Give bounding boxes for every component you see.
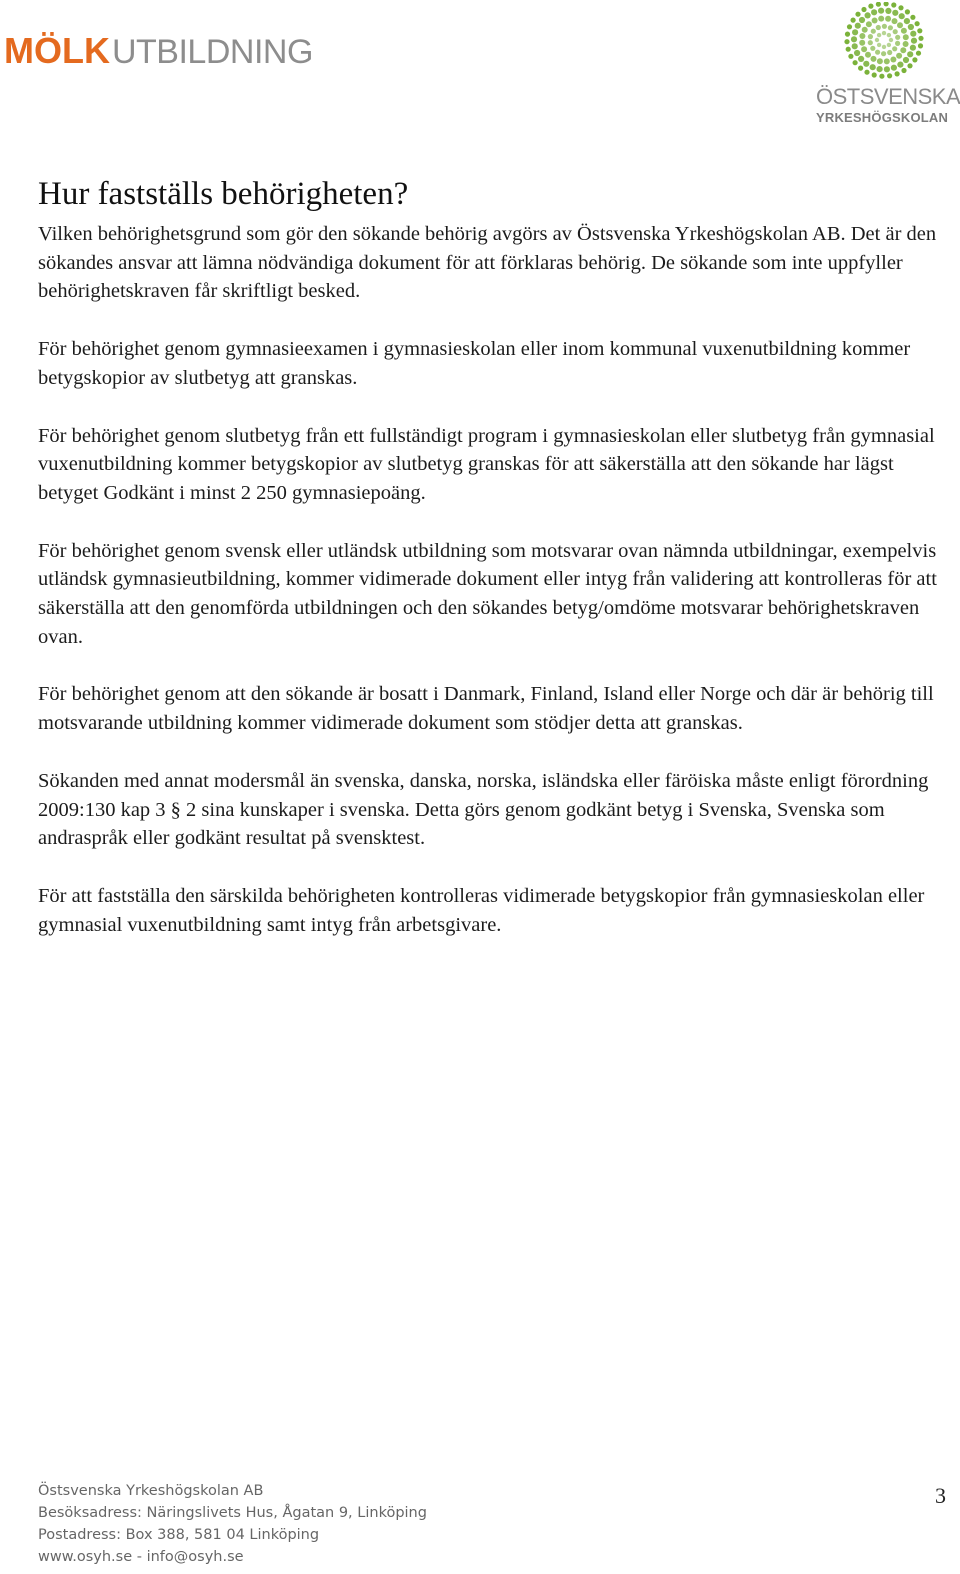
paragraph-nordic-residents: För behörighet genom att den sökande är bosatt i Danmark, Finland, Island eller Norge och där är behörig till motsvarande utbildning kommer vidimerade dokument som stödjer detta att granskas. — [38, 683, 934, 735]
logo-ostsvenska-text: ÖSTSVENSKA — [816, 84, 960, 109]
footer-visit-address: Besöksadress: Näringslivets Hus, Ågatan 9, Linköping — [38, 1505, 427, 1521]
logo-yrkeshogskolan-text: YRKESHÖGSKOLAN — [816, 110, 949, 125]
paragraph-swedish-language: Sökanden med annat modersmål än svenska, danska, norska, isländska eller färöiska måste enligt förordning 2009:130 kap 3 § 2 sina kunskaper i svenska. Detta görs genom godkänt betyg i Svenska, Svenska som andraspråk eller godkänt resultat på svensktest. — [38, 769, 929, 850]
footer-postal-address: Postadress: Box 388, 581 04 Linköping — [38, 1527, 320, 1543]
paragraph-special-eligibility: För att fastställa den särskilda behörigheten kontrolleras vidimerade betygskopior från gymnasieskolan eller gymnasial vuxenutbildning samt intyg från arbetsgivare. — [38, 884, 925, 936]
ostsvenska-yrkeshogskolan-logo — [812, 2, 958, 126]
footer-web-email: www.osyh.se - info@osyh.se — [38, 1549, 244, 1565]
page-heading: Hur fastställs behörigheten? — [38, 176, 409, 212]
dot-burst-icon — [842, 2, 926, 82]
footer-contact — [38, 1480, 427, 1568]
page-number: 3 — [935, 1483, 946, 1508]
paragraph-slutbetyg: För behörighet genom slutbetyg från ett fullständigt program i gymnasieskolan eller slutbetyg från gymnasial vuxenutbildning kommer betygskopior av slutbetyg granskas för att säkerställa att den sökande har lägst betyget Godkänt i minst 2 250 gymnasiepoäng. — [38, 424, 935, 504]
paragraph-gymnasieexamen: För behörighet genom gymnasieexamen i gymnasieskolan eller inom kommunal vuxenutbildning kommer betygskopior av slutbetyg att granskas. — [38, 338, 911, 389]
document-body — [38, 172, 950, 968]
footer-org: Östsvenska Yrkeshögskolan AB — [38, 1483, 264, 1499]
logo-molk-text: MÖLK — [4, 30, 110, 71]
molk-utbildning-logo — [4, 30, 313, 71]
paragraph-eligibility-basis: Vilken behörighetsgrund som gör den sökande behörig avgörs av Östsvenska Yrkeshögskolan AB. Det är den sökandes ansvar att lämna nödvändiga dokument för att förklaras behörig. De sökande som inte uppfyller behörighetskraven får skriftligt besked. — [38, 223, 937, 303]
paragraph-foreign-education: För behörighet genom svensk eller utländsk utbildning som motsvarar ovan nämnda utbildningar, exempelvis utländsk gymnasieutbildning, kommer vidimerade dokument eller intyg från validering att kontrolleras för att säkerställa att den genomförda utbildningen och den sökandes betyg/omdöme motsvarar behörighetskraven ovan. — [38, 539, 937, 648]
logo-utbildning-text: UTBILDNING — [111, 33, 313, 71]
